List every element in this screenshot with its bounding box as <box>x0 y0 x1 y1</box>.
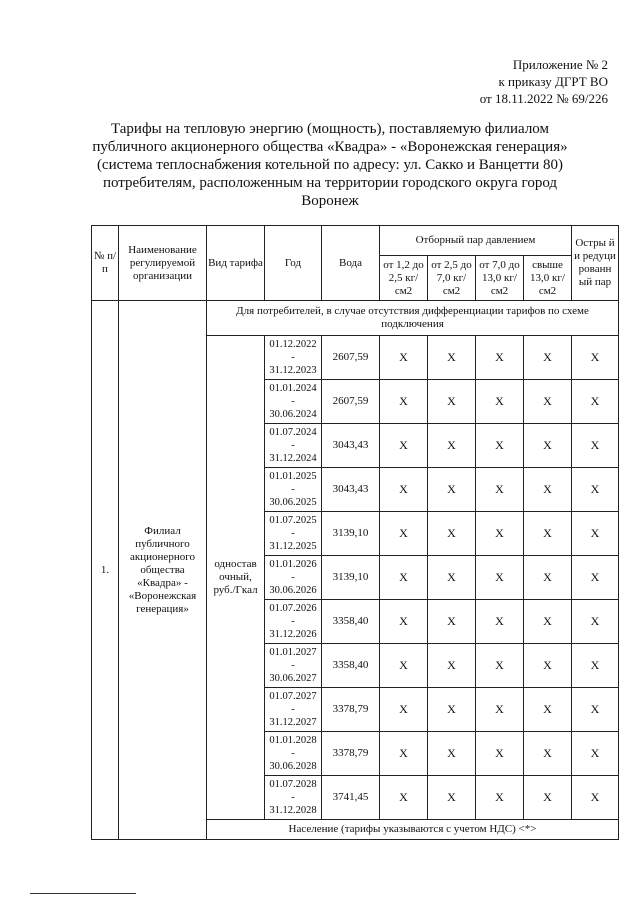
title-line: Воронеж <box>301 193 359 209</box>
steam-tariff-cell: X <box>380 732 428 776</box>
steam-tariff-cell: X <box>428 424 476 468</box>
steam-tariff-cell: X <box>428 644 476 688</box>
row-number: 1. <box>92 301 119 840</box>
period-cell <box>265 556 322 600</box>
appendix-order: к приказу ДГРТ ВО <box>498 74 608 89</box>
period-from: 01.01.2026 <box>269 559 317 570</box>
steam-tariff-cell: X <box>428 776 476 820</box>
steam-tariff-cell: X <box>476 644 524 688</box>
steam-tariff-cell: X <box>524 512 572 556</box>
header-steam-group: Отборный пар давлением <box>380 226 572 256</box>
steam-tariff-cell: X <box>380 600 428 644</box>
period-to: 31.12.2024 <box>269 453 317 464</box>
steam-tariff-cell: X <box>428 468 476 512</box>
period-cell <box>265 468 322 512</box>
appendix-date: от 18.11.2022 № 69/226 <box>479 91 608 106</box>
tariff-type: одностав очный, руб./Гкал <box>207 336 265 820</box>
water-tariff: 3358,40 <box>322 644 380 688</box>
appendix-header <box>480 56 608 107</box>
period-separator: - <box>291 484 295 495</box>
period-to: 31.12.2023 <box>269 365 317 376</box>
steam-tariff-cell: X <box>380 380 428 424</box>
organization-name: Филиал публичного акционерного общества «Квадра» - «Воронежская генерация» <box>119 301 207 840</box>
period-separator: - <box>291 396 295 407</box>
title-line: Тарифы на тепловую энергию (мощность), поставляемую филиалом <box>110 121 550 137</box>
steam-tariff-cell: X <box>524 600 572 644</box>
header-water: Вода <box>322 226 380 301</box>
steam-tariff-cell: X <box>524 556 572 600</box>
water-tariff: 2607,59 <box>322 380 380 424</box>
water-tariff: 3741,45 <box>322 776 380 820</box>
steam-tariff-cell: X <box>572 688 619 732</box>
period-to: 30.06.2028 <box>269 761 317 772</box>
period-separator: - <box>291 660 295 671</box>
period-cell <box>265 644 322 688</box>
period-from: 01.07.2027 <box>269 691 317 702</box>
steam-tariff-cell: X <box>524 644 572 688</box>
header-year: Год <box>265 226 322 301</box>
period-to: 30.06.2026 <box>269 585 317 596</box>
steam-tariff-cell: X <box>476 336 524 380</box>
steam-tariff-cell: X <box>572 556 619 600</box>
period-separator: - <box>291 616 295 627</box>
period-from: 01.07.2028 <box>269 779 317 790</box>
period-cell <box>265 424 322 468</box>
period-from: 01.01.2028 <box>269 735 317 746</box>
period-cell <box>265 776 322 820</box>
steam-tariff-cell: X <box>572 468 619 512</box>
header-org: Наименование регулируемой организации <box>119 226 207 301</box>
period-cell <box>265 512 322 556</box>
period-cell <box>265 600 322 644</box>
steam-tariff-cell: X <box>476 600 524 644</box>
period-cell <box>265 732 322 776</box>
steam-tariff-cell: X <box>476 776 524 820</box>
steam-tariff-cell: X <box>428 380 476 424</box>
period-separator: - <box>291 748 295 759</box>
water-tariff: 3139,10 <box>322 556 380 600</box>
header-steam-3: от 7,0 до 13,0 кг/см2 <box>476 256 524 301</box>
period-cell <box>265 688 322 732</box>
water-tariff: 3043,43 <box>322 424 380 468</box>
document-title <box>60 120 600 210</box>
period-separator: - <box>291 792 295 803</box>
period-separator: - <box>291 352 295 363</box>
period-to: 31.12.2025 <box>269 541 317 552</box>
steam-tariff-cell: X <box>572 732 619 776</box>
steam-tariff-cell: X <box>428 556 476 600</box>
section-heading-population: Население (тарифы указываются с учетом НДС) <*> <box>207 820 619 840</box>
water-tariff: 3358,40 <box>322 600 380 644</box>
steam-tariff-cell: X <box>380 512 428 556</box>
period-from: 01.01.2024 <box>269 383 317 394</box>
water-tariff: 2607,59 <box>322 336 380 380</box>
steam-tariff-cell: X <box>380 776 428 820</box>
water-tariff: 3378,79 <box>322 732 380 776</box>
period-cell <box>265 380 322 424</box>
steam-tariff-cell: X <box>380 688 428 732</box>
steam-tariff-cell: X <box>380 336 428 380</box>
steam-tariff-cell: X <box>428 688 476 732</box>
steam-tariff-cell: X <box>572 336 619 380</box>
steam-tariff-cell: X <box>572 380 619 424</box>
steam-tariff-cell: X <box>524 468 572 512</box>
period-separator: - <box>291 572 295 583</box>
period-from: 01.01.2027 <box>269 647 317 658</box>
period-to: 30.06.2027 <box>269 673 317 684</box>
steam-tariff-cell: X <box>572 424 619 468</box>
steam-tariff-cell: X <box>524 380 572 424</box>
period-to: 31.12.2027 <box>269 717 317 728</box>
period-cell <box>265 336 322 380</box>
steam-tariff-cell: X <box>476 512 524 556</box>
header-steam-1: от 1,2 до 2,5 кг/см2 <box>380 256 428 301</box>
title-line: (система теплоснабжения котельной по адресу: ул. Сакко и Ванцетти 80) <box>96 157 564 173</box>
water-tariff: 3378,79 <box>322 688 380 732</box>
period-separator: - <box>291 528 295 539</box>
steam-tariff-cell: X <box>476 556 524 600</box>
steam-tariff-cell: X <box>380 556 428 600</box>
steam-tariff-cell: X <box>476 424 524 468</box>
period-separator: - <box>291 440 295 451</box>
steam-tariff-cell: X <box>572 600 619 644</box>
footnote-divider <box>30 893 136 894</box>
steam-tariff-cell: X <box>428 600 476 644</box>
section-heading: Для потребителей, в случае отсутствия дифференциации тарифов по схеме подключения <box>207 301 619 336</box>
period-to: 30.06.2024 <box>269 409 317 420</box>
period-from: 01.07.2025 <box>269 515 317 526</box>
period-from: 01.07.2026 <box>269 603 317 614</box>
steam-tariff-cell: X <box>524 688 572 732</box>
title-line: потребителям, расположенным на территории городского округа город <box>102 175 558 191</box>
steam-tariff-cell: X <box>572 512 619 556</box>
steam-tariff-cell: X <box>380 468 428 512</box>
steam-tariff-cell: X <box>572 776 619 820</box>
steam-tariff-cell: X <box>524 732 572 776</box>
period-to: 31.12.2028 <box>269 805 317 816</box>
tariff-table <box>91 225 619 840</box>
steam-tariff-cell: X <box>428 512 476 556</box>
header-sharp-steam: Остры й и редуци рованн ый пар <box>572 226 619 301</box>
steam-tariff-cell: X <box>524 776 572 820</box>
period-separator: - <box>291 704 295 715</box>
water-tariff: 3043,43 <box>322 468 380 512</box>
header-steam-4: свыше 13,0 кг/см2 <box>524 256 572 301</box>
steam-tariff-cell: X <box>476 380 524 424</box>
header-type: Вид тарифа <box>207 226 265 301</box>
period-to: 30.06.2025 <box>269 497 317 508</box>
steam-tariff-cell: X <box>524 424 572 468</box>
steam-tariff-cell: X <box>476 732 524 776</box>
steam-tariff-cell: X <box>476 688 524 732</box>
steam-tariff-cell: X <box>380 644 428 688</box>
period-from: 01.12.2022 <box>269 339 317 350</box>
appendix-number: Приложение № 2 <box>512 57 608 72</box>
steam-tariff-cell: X <box>572 644 619 688</box>
steam-tariff-cell: X <box>380 424 428 468</box>
title-line: публичного акционерного общества «Квадра» - «Воронежская генерация» <box>92 139 568 155</box>
steam-tariff-cell: X <box>428 732 476 776</box>
period-to: 31.12.2026 <box>269 629 317 640</box>
period-from: 01.07.2024 <box>269 427 317 438</box>
header-steam-2: от 2,5 до 7,0 кг/см2 <box>428 256 476 301</box>
period-from: 01.01.2025 <box>269 471 317 482</box>
steam-tariff-cell: X <box>476 468 524 512</box>
steam-tariff-cell: X <box>524 336 572 380</box>
water-tariff: 3139,10 <box>322 512 380 556</box>
steam-tariff-cell: X <box>428 336 476 380</box>
header-num: № п/п <box>92 226 119 301</box>
